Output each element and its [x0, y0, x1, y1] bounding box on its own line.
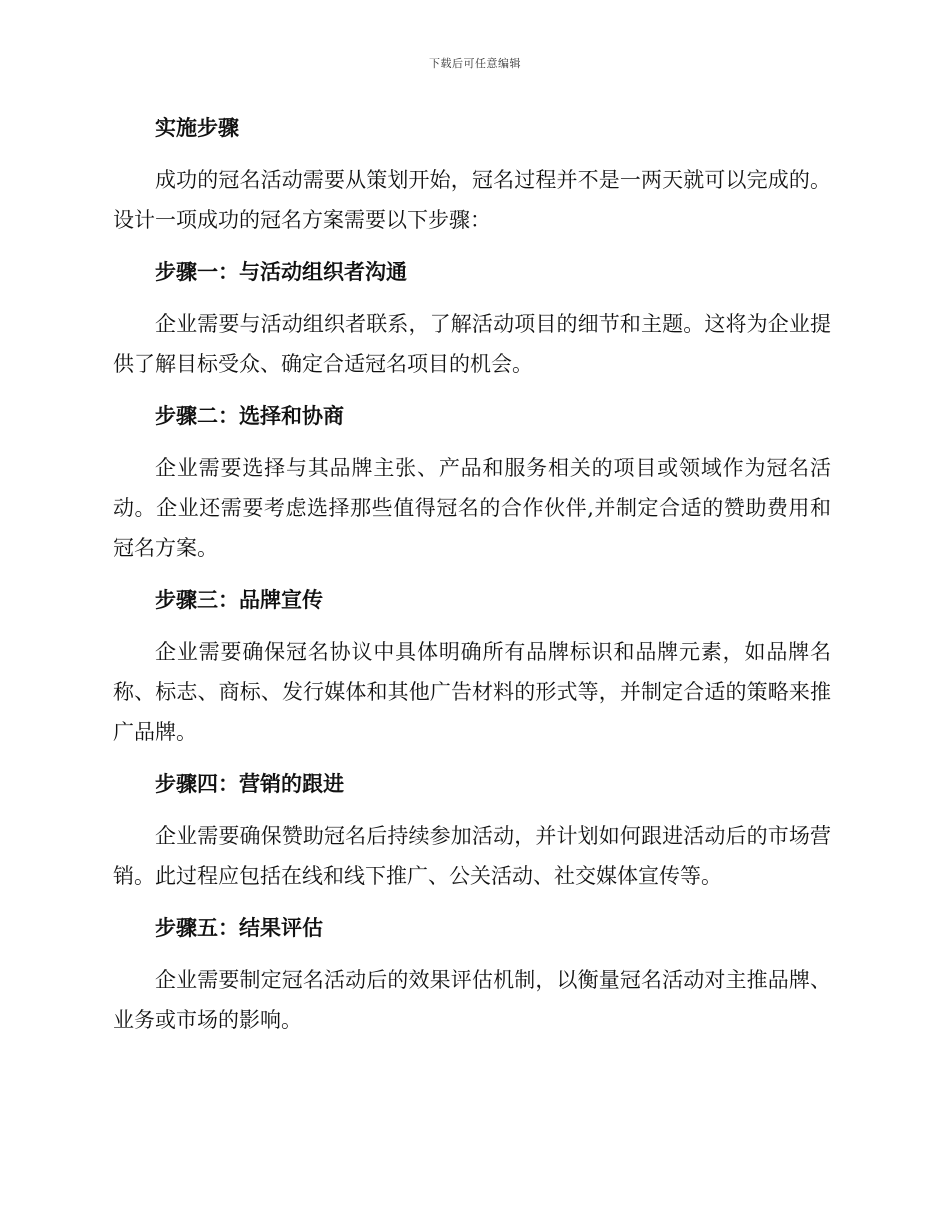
- step-1-body: 企业需要与活动组织者联系，了解活动项目的细节和主题。这将为企业提供了解目标受众、确定合适冠名项目的机会。: [113, 312, 831, 376]
- step-5-heading: 步骤五：结果评估: [155, 916, 323, 940]
- step-5-body: 企业需要制定冠名活动后的效果评估机制，以衡量冠名活动对主推品牌、业务或市场的影响。: [113, 968, 831, 1032]
- page-header: 下载后可任意编辑: [429, 57, 521, 70]
- step-4-body: 企业需要确保赞助冠名后持续参加活动，并计划如何跟进活动后的市场营销。此过程应包括在线和线下推广、公关活动、社交媒体宣传等。: [113, 824, 831, 888]
- intro-paragraph: 成功的冠名活动需要从策划开始，冠名过程并不是一两天就可以完成的。设计一项成功的冠名方案需要以下步骤：: [113, 168, 831, 232]
- document-body: [113, 108, 831, 1052]
- step-1-heading: 步骤一：与活动组织者沟通: [155, 260, 407, 284]
- step-2-heading: 步骤二：选择和协商: [155, 404, 344, 428]
- step-2-body: 企业需要选择与其品牌主张、产品和服务相关的项目或领域作为冠名活动。企业还需要考虑选择那些值得冠名的合作伙伴,并制定合适的赞助费用和冠名方案。: [113, 456, 831, 560]
- step-4-heading: 步骤四：营销的跟进: [155, 772, 344, 796]
- section-title: 实施步骤: [155, 116, 239, 140]
- step-3-heading: 步骤三：品牌宣传: [155, 588, 323, 612]
- step-3-body: 企业需要确保冠名协议中具体明确所有品牌标识和品牌元素，如品牌名称、标志、商标、发行媒体和其他广告材料的形式等，并制定合适的策略来推广品牌。: [113, 640, 831, 744]
